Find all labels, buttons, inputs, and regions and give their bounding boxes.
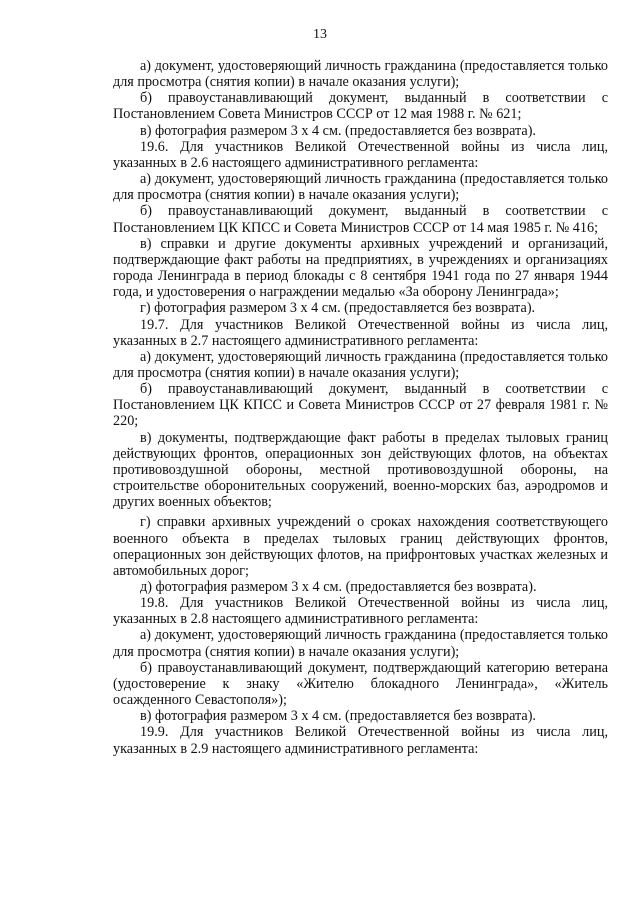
paragraph: б) правоустанавливающий документ, выданный в соответствии с Постановлением ЦК КПСС и Совета Министров СССР от 14 мая 1985 г. № 416; xyxy=(113,203,608,236)
paragraph: в) фотография размером 3 х 4 см. (предоставляется без возврата). xyxy=(140,708,536,725)
paragraph: а) документ, удостоверяющий личность гражданина (предоставляется только для просмотра (снятия копии) в начале оказания услуги); xyxy=(113,171,608,204)
paragraph: 19.8. Для участников Великой Отечественной войны из числа лиц, указанных в 2.8 настоящего административного регламента: xyxy=(113,595,608,628)
paragraph: б) правоустанавливающий документ, выданный в соответствии с Постановлением ЦК КПСС и Совета Министров СССР от 27 февраля 1981 г. № 220; xyxy=(113,381,608,430)
paragraph: 19.9. Для участников Великой Отечественной войны из числа лиц, указанных в 2.9 настоящего административного регламента: xyxy=(113,724,608,757)
paragraph: а) документ, удостоверяющий личность гражданина (предоставляется только для просмотра (снятия копии) в начале оказания услуги); xyxy=(113,348,608,381)
page-number: 13 xyxy=(313,27,327,42)
document-body xyxy=(113,58,608,757)
paragraph: в) справки и другие документы архивных учреждений и организаций, подтверждающие факт работы на предприятиях, в учреждениях и организациях города Ленинграда в период блокады с 8 сентября 1941 года по 27 января 1944 года, и удостоверения о награждении медалью «За оборону Ленинграда»; xyxy=(113,235,608,301)
paragraph: д) фотография размером 3 х 4 см. (предоставляется без возврата). xyxy=(140,579,537,595)
paragraph: б) правоустанавливающий документ, выданный в соответствии с Постановлением Совета Министров СССР от 12 мая 1988 г. № 621; xyxy=(113,90,608,123)
paragraph: б) правоустанавливающий документ, подтверждающий категорию ветерана (удостоверение к знаку «Жителю блокадного Ленинграда», «Житель осажденного Севастополя»); xyxy=(113,659,608,709)
paragraph: г) фотография размером 3 х 4 см. (предоставляется без возврата). xyxy=(140,300,536,317)
paragraph: 19.7. Для участников Великой Отечественной войны из числа лиц, указанных в 2.7 настоящего административного регламента: xyxy=(113,316,608,349)
paragraph: г) справки архивных учреждений о сроках нахождения соответствующего военного объекта в пределах тыловых границ действующих фронтов, операционных зон действующих флотов, на прифронтовых участках железных и автомобильных дорог; xyxy=(113,514,608,579)
paragraph: в) документы, подтверждающие факт работы в пределах тыловых границ действующих фронтов, операционных зон действующих флотов, на объектах противовоздушной обороны, местной противовоздушной обороны, на строительстве оборонительных сооружений, военно-морских баз, аэродромов и других военных объектов; xyxy=(113,429,608,511)
paragraph: в) фотография размером 3 х 4 см. (предоставляется без возврата). xyxy=(140,122,536,139)
paragraph: а) документ, удостоверяющий личность гражданина (предоставляется только для просмотра (снятия копии) в начале оказания услуги); xyxy=(113,627,608,660)
paragraph: 19.6. Для участников Великой Отечественной войны из числа лиц, указанных в 2.6 настоящего административного регламента: xyxy=(113,138,608,171)
paragraph: а) документ, удостоверяющий личность гражданина (предоставляется только для просмотра (снятия копии) в начале оказания услуги); xyxy=(113,58,608,91)
